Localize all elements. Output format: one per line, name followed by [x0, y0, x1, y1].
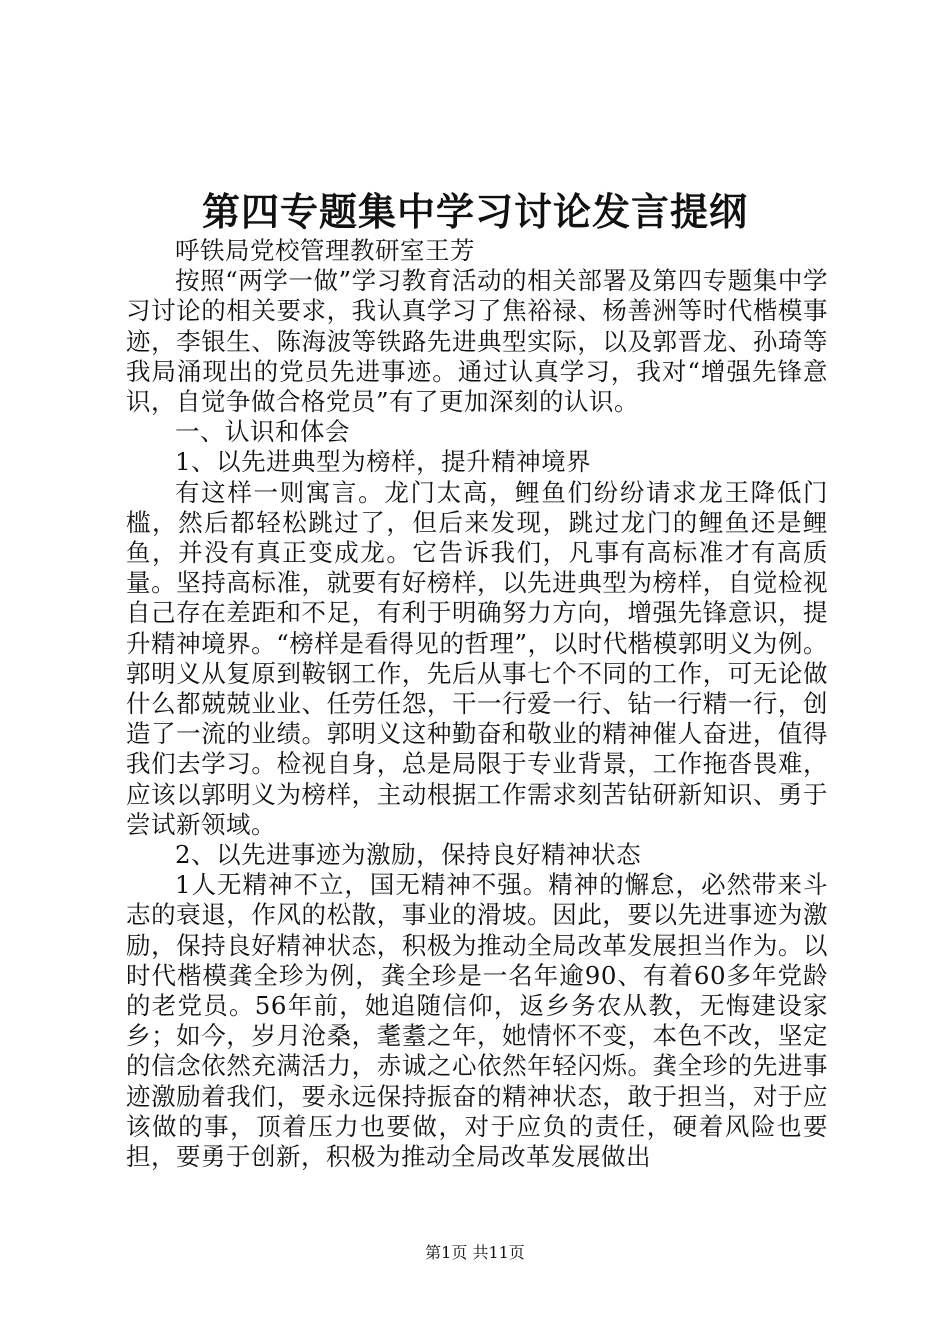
body-paragraph: 1人无精神不立，国无精神不强。精神的懈怠，必然带来斗志的衰退，作风的松散，事业的滑坡。因此，要以先进事迹为激励，保持良好精神状态，积极为推动全局改革发展担当作为。以时代楷模龚全珍为例，龚全珍是一名年逾90、有着60多年党龄的老党员。56年前，她追随信仰，返乡务农从教，无悔建设家乡；如今，岁月沧桑，耄耋之年，她情怀不变，本色不改，坚定的信念依然充满活力，赤诚之心依然年轻闪烁。龚全珍的先进事迹激励着我们，要永远保持振奋的精神状态，敢于担当，对于应该做的事，顶着压力也要做，对于应负的责任，硬着风险也要担，要勇于创新，积极为推动全局改革发展做出	[126, 870, 828, 1172]
intro-paragraph: 按照“两学一做”学习教育活动的相关部署及第四专题集中学习讨论的相关要求，我认真学习了焦裕禄、杨善洲等时代楷模事迹，李银生、陈海波等铁路先进典型实际，以及郭晋龙、孙琦等我局涌现出的党员先进事迹。通过认真学习，我对“增强先锋意识，自觉争做合格党员”有了更加深刻的认识。	[126, 266, 828, 417]
section-heading: 一、认识和体会	[175, 417, 350, 447]
document-title: 第四专题集中学习讨论发言提纲	[201, 189, 748, 234]
author-line: 呼铁局党校管理教研室王芳	[175, 236, 475, 265]
page-footer: 第1页 共11页	[425, 1243, 525, 1262]
document-body	[126, 236, 828, 1172]
subsection-heading: 2、以先进事迹为激励，保持良好精神状态	[175, 840, 642, 870]
body-paragraph: 有这样一则寓言。龙门太高，鲤鱼们纷纷请求龙王降低门槛，然后都轻松跳过了，但后来发现，跳过龙门的鲤鱼还是鲤鱼，并没有真正变成龙。它告诉我们，凡事有高标准才有高质量。坚持高标准，就要有好榜样，以先进典型为榜样，自觉检视自己存在差距和不足，有利于明确努力方向，增强先锋意识，提升精神境界。“榜样是看得见的哲理”，以时代楷模郭明义为例。郭明义从复原到鞍钢工作，先后从事七个不同的工作，可无论做什么都兢兢业业、任劳任怨，干一行爱一行、钻一行精一行，创造了一流的业绩。郭明义这种勤奋和敬业的精神催人奋进，值得我们去学习。检视自身，总是局限于专业背景，工作拖沓畏难，应该以郭明义为榜样，主动根据工作需求刻苦钻研新知识、勇于尝试新领域。	[126, 477, 828, 839]
subsection-heading: 1、以先进典型为榜样，提升精神境界	[175, 447, 592, 477]
